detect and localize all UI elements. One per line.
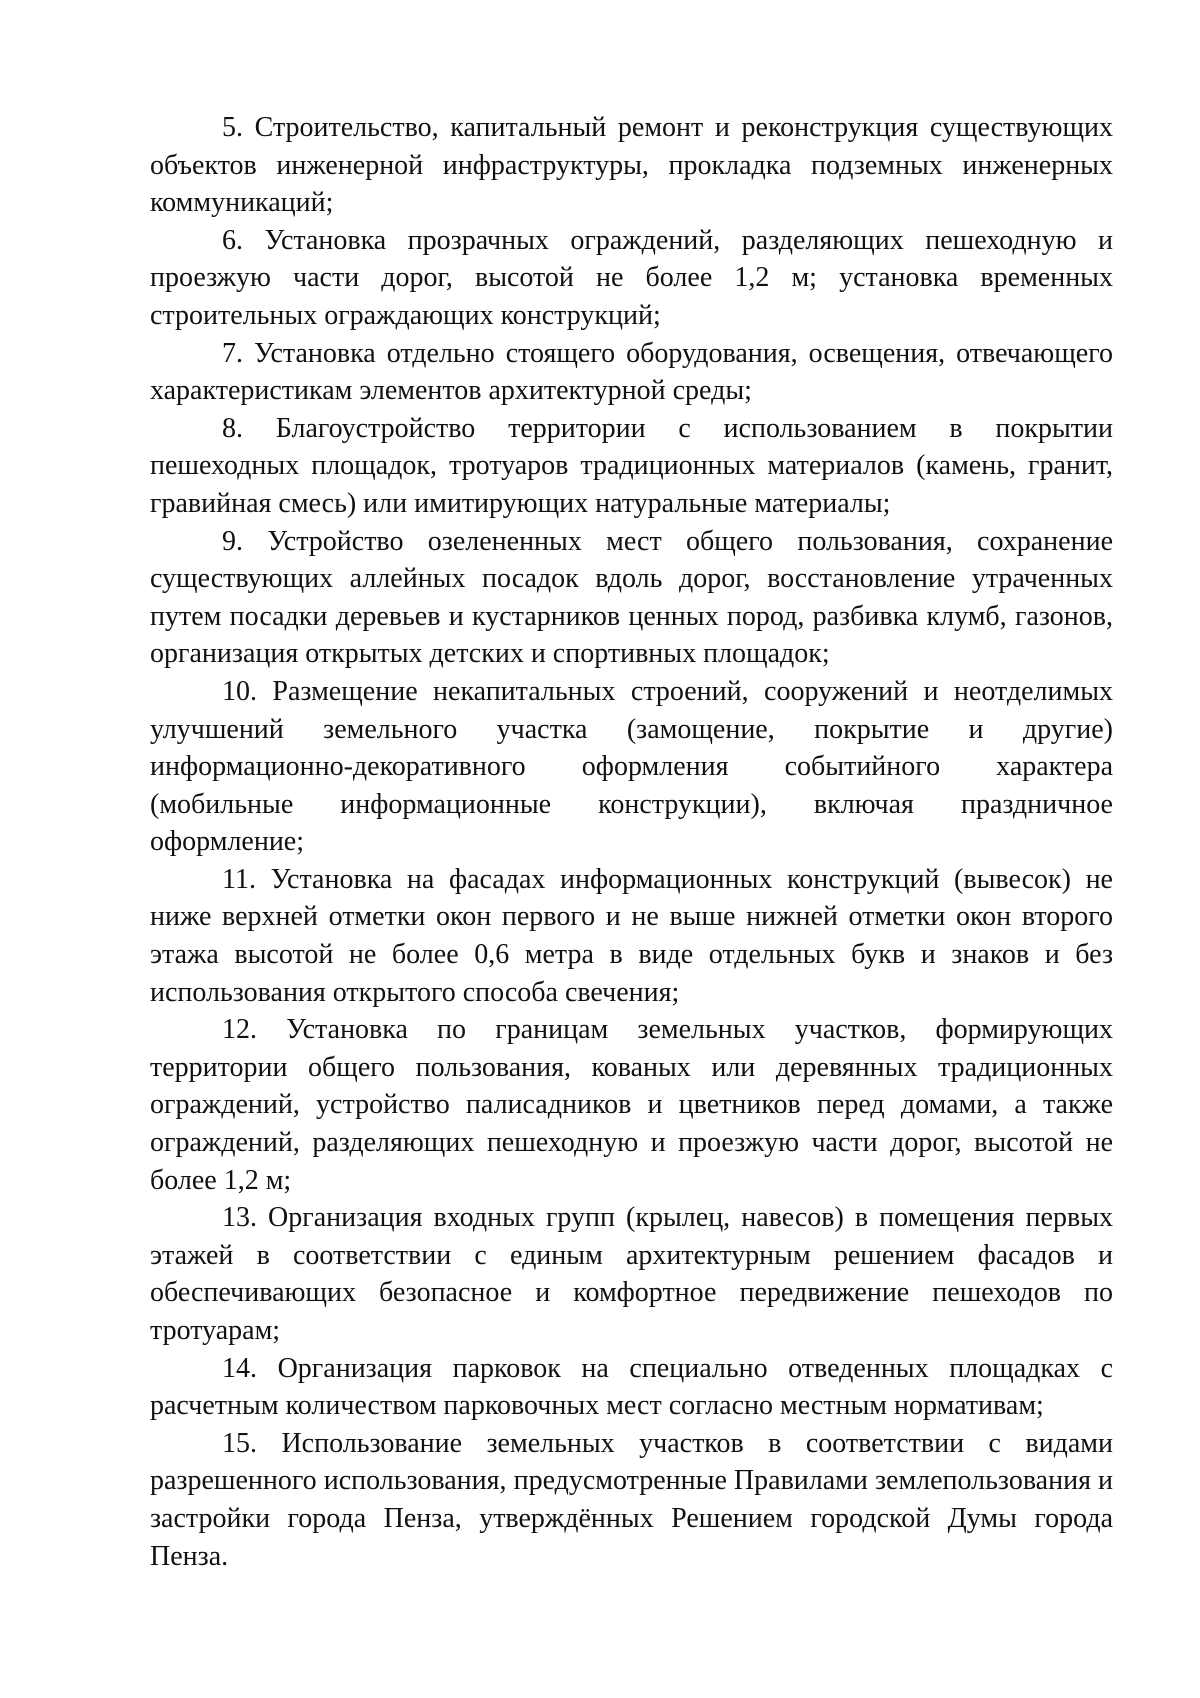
paragraph-item-5: 5. Строительство, капитальный ремонт и реконструкция существующих объектов инженерной инфраструктуры, прокладка подземных инженерных коммуникаций; bbox=[150, 112, 1113, 219]
paragraph-item-13: 13. Организация входных групп (крылец, навесов) в помещения первых этажей в соответствии с единым архитектурным решением фасадов и обеспечивающих безопасное и комфортное передвижение пешеходов по тротуарам; bbox=[150, 1202, 1113, 1346]
document-body bbox=[150, 109, 1113, 1575]
paragraph-item-9: 9. Устройство озелененных мест общего пользования, сохранение существующих аллейных посадок вдоль дорог, восстановление утраченных путем посадки деревьев и кустарников ценных пород, разбивка клумб, газонов, организация открытых детских и спортивных площадок; bbox=[150, 525, 1113, 670]
paragraph-item-6: 6. Установка прозрачных ограждений, разделяющих пешеходную и проезжую части дорог, высотой не более 1,2 м; установка временных строительных ограждающих конструкций; bbox=[150, 224, 1113, 331]
paragraph-item-11: 11. Установка на фасадах информационных конструкций (вывесок) не ниже верхней отметки окон первого и не выше нижней отметки окон второго этажа высотой не более 0,6 метра в виде отдельных букв и знаков и без использования открытого способа свечения; bbox=[150, 863, 1113, 1008]
paragraph-item-8: 8. Благоустройство территории с использованием в покрытии пешеходных площадок, тротуаров традиционных материалов (камень, гранит, гравийная смесь) или имитирующих натуральные материалы; bbox=[150, 412, 1113, 519]
paragraph-item-15: 15. Использование земельных участков в соответствии с видами разрешенного использования, предусмотренные Правилами землепользования и застройки города Пенза, утверждённых Решением городской Думы города Пенза. bbox=[150, 1427, 1113, 1572]
paragraph-item-12: 12. Установка по границам земельных участков, формирующих территории общего пользования, кованых или деревянных традиционных ограждений, устройство палисадников и цветников перед домами, а также ограждений, разделяющих пешеходную и проезжую части дорог, высотой не более 1,2 м; bbox=[150, 1014, 1113, 1196]
paragraph-item-10: 10. Размещение некапитальных строений, сооружений и неотделимых улучшений земельного участка (замощение, покрытие и другие) информационно-декоративного оформления событийного характера (мобильные информационные конструкции), включая праздничное оформление; bbox=[150, 675, 1113, 858]
paragraph-item-7: 7. Установка отдельно стоящего оборудования, освещения, отвечающего характеристикам элементов архитектурной среды; bbox=[150, 337, 1113, 407]
paragraph-item-14: 14. Организация парковок на специально отведенных площадках с расчетным количеством парковочных мест согласно местным нормативам; bbox=[150, 1352, 1113, 1422]
